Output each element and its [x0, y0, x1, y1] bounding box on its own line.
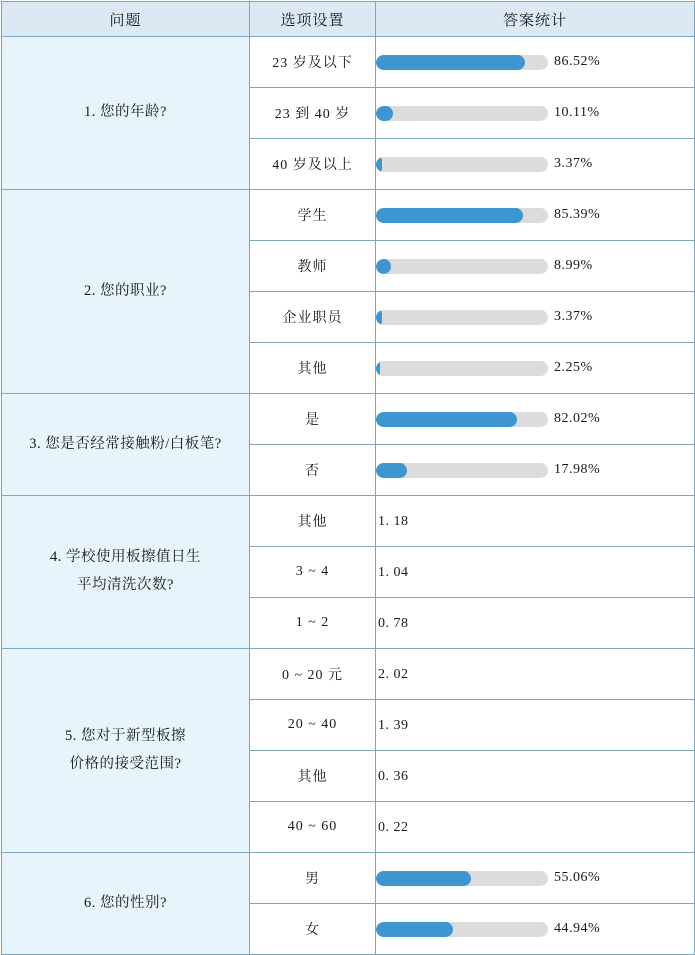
stat-bar-track — [376, 871, 548, 886]
option-cell: 其他 — [250, 751, 376, 802]
column-header-option: 选项设置 — [250, 2, 376, 37]
stat-value-label: 2. 02 — [378, 667, 409, 682]
stat-bar-fill — [376, 412, 517, 427]
stat-bar-group — [376, 411, 694, 427]
stat-cell — [376, 343, 695, 394]
stat-bar-fill — [376, 259, 391, 274]
stat-value-label: 85.39% — [554, 207, 601, 222]
stat-cell — [376, 88, 695, 139]
table-row — [2, 496, 695, 547]
stat-cell — [376, 139, 695, 190]
stat-cell — [376, 496, 695, 547]
stat-cell — [376, 751, 695, 802]
option-cell: 是 — [250, 394, 376, 445]
stat-cell — [376, 241, 695, 292]
table-row — [2, 37, 695, 88]
survey-results-table — [1, 1, 695, 955]
stat-bar-fill — [376, 157, 382, 172]
option-cell: 23 岁及以下 — [250, 37, 376, 88]
stat-bar-fill — [376, 208, 523, 223]
option-cell: 40 ~ 60 — [250, 802, 376, 853]
table-body — [2, 37, 695, 955]
question-text: 平均清洗次数? — [77, 577, 174, 593]
stat-value-label: 0. 22 — [378, 820, 409, 835]
stat-cell — [376, 190, 695, 241]
stat-value-label: 10.11% — [554, 105, 600, 120]
option-cell: 其他 — [250, 343, 376, 394]
question-text: 价格的接受范围? — [69, 755, 182, 772]
question-cell — [2, 37, 250, 190]
stat-bar-track — [376, 463, 548, 478]
option-cell: 23 到 40 岁 — [250, 88, 376, 139]
stat-bar-fill — [376, 361, 380, 376]
question-text: 6. 您的性别? — [84, 894, 167, 911]
stat-value-label: 2.25% — [554, 360, 593, 375]
stat-bar-track — [376, 259, 548, 274]
stat-cell — [376, 904, 695, 955]
stat-bar-group — [376, 462, 694, 478]
stat-bar-track — [376, 106, 548, 121]
question-text: 5. 您对于新型板擦 — [65, 727, 186, 744]
stat-bar-track — [376, 361, 548, 376]
stat-cell — [376, 598, 695, 649]
option-cell: 40 岁及以上 — [250, 139, 376, 190]
stat-bar-group — [376, 156, 694, 172]
stat-bar-group — [376, 105, 694, 121]
stat-bar-group — [376, 207, 694, 223]
stat-value-label: 86.52% — [554, 54, 601, 69]
question-cell — [2, 496, 250, 649]
stat-cell — [376, 802, 695, 853]
stat-bar-track — [376, 412, 548, 427]
stat-value-label: 3.37% — [554, 309, 593, 324]
column-header-stat: 答案统计 — [376, 2, 695, 37]
stat-cell — [376, 394, 695, 445]
option-cell: 1 ~ 2 — [250, 598, 376, 649]
stat-bar-group — [376, 54, 694, 70]
stat-cell — [376, 292, 695, 343]
stat-bar-track — [376, 922, 548, 937]
stat-cell — [376, 547, 695, 598]
stat-cell — [376, 37, 695, 88]
question-text: 2. 您的职业? — [84, 282, 167, 299]
option-cell: 男 — [250, 853, 376, 904]
question-cell — [2, 190, 250, 394]
table-row — [2, 190, 695, 241]
stat-bar-fill — [376, 463, 407, 478]
stat-value-label: 55.06% — [554, 870, 601, 885]
stat-value-label: 3.37% — [554, 156, 593, 171]
question-cell — [2, 394, 250, 496]
stat-bar-track — [376, 310, 548, 325]
stat-value-label: 1. 18 — [378, 514, 409, 529]
stat-bar-fill — [376, 310, 382, 325]
stat-cell — [376, 445, 695, 496]
table-header-row — [2, 2, 695, 37]
stat-bar-group — [376, 870, 694, 886]
stat-value-label: 1. 04 — [378, 565, 409, 580]
option-cell: 企业职员 — [250, 292, 376, 343]
column-header-question: 问题 — [2, 2, 250, 37]
option-cell: 女 — [250, 904, 376, 955]
question-cell — [2, 853, 250, 955]
table-row — [2, 853, 695, 904]
stat-value-label: 17.98% — [554, 462, 601, 477]
stat-bar-fill — [376, 922, 453, 937]
table-header — [2, 2, 695, 37]
stat-value-label: 82.02% — [554, 411, 601, 426]
option-cell: 否 — [250, 445, 376, 496]
stat-bar-fill — [376, 106, 393, 121]
question-text: 1. 您的年龄? — [84, 104, 167, 121]
question-text: 4. 学校使用板擦值日生 — [50, 549, 201, 566]
option-cell: 0 ~ 20 元 — [250, 649, 376, 700]
option-cell: 20 ~ 40 — [250, 700, 376, 751]
stat-cell — [376, 700, 695, 751]
stat-bar-group — [376, 360, 694, 376]
stat-value-label: 0. 78 — [378, 616, 409, 631]
option-cell: 其他 — [250, 496, 376, 547]
stat-value-label: 44.94% — [554, 921, 601, 936]
stat-bar-track — [376, 55, 548, 70]
option-cell: 教师 — [250, 241, 376, 292]
stat-bar-fill — [376, 55, 525, 70]
option-cell: 3 ~ 4 — [250, 547, 376, 598]
option-cell: 学生 — [250, 190, 376, 241]
stat-value-label: 1. 39 — [378, 718, 409, 733]
stat-bar-track — [376, 157, 548, 172]
question-text: 3. 您是否经常接触粉/白板笔? — [29, 435, 222, 452]
stat-bar-group — [376, 309, 694, 325]
stat-bar-group — [376, 921, 694, 937]
stat-bar-fill — [376, 871, 471, 886]
stat-cell — [376, 853, 695, 904]
stat-bar-group — [376, 258, 694, 274]
question-cell — [2, 649, 250, 853]
stat-value-label: 0. 36 — [378, 769, 409, 784]
stat-cell — [376, 649, 695, 700]
table-row — [2, 394, 695, 445]
stat-bar-track — [376, 208, 548, 223]
stat-value-label: 8.99% — [554, 258, 593, 273]
table-row — [2, 649, 695, 700]
